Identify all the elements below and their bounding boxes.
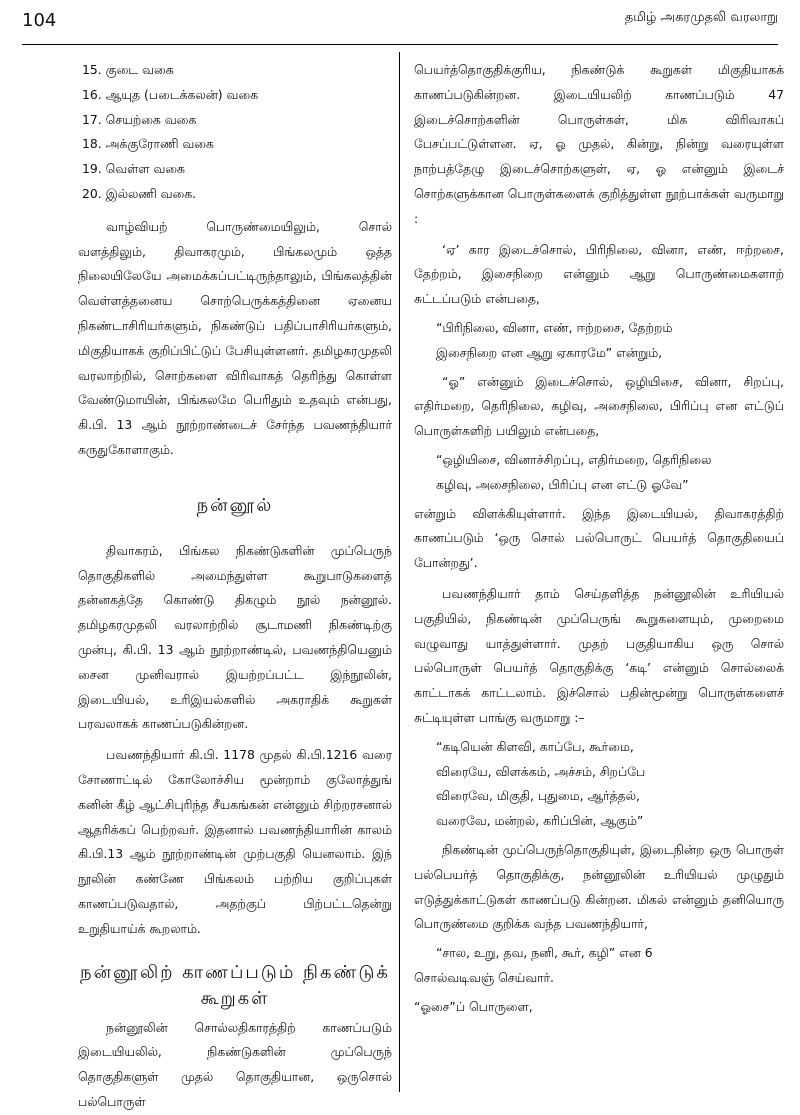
paragraph: திவாகரம், பிங்கல நிகண்டுகளின் முப்பெருந் தொகுதிகளில் அமைந்துள்ள கூறுபாடுகளைத் தன்னகத்தே கொண்டு திகழும் நூல் நன்னூல். தமிழகரமுதலி வரலாற்றில் சூடாமணி நிகண்டிற்கு முன்பு, கி.பி. 13 ஆம் நூற்றாண்டில், பவணந்தியெனும் சைன முனிவரால் இயற்றப்பட்ட இந்நூலின், இடையியல், உரிஇயல்களில் அகராதிக் கூறுகள் பரவலாகக் காணப்படுகின்றன. (78, 542, 392, 732)
right-column (414, 58, 784, 1019)
paragraph: “ஓசை”ப் பொருளை, (414, 998, 533, 1014)
list-item: 16. ஆயுத (படைக்கலன்) வகை (82, 86, 259, 102)
list-item: 18. அக்குரோணி வகை (82, 136, 214, 152)
section-heading-nannul: நன்னூல் (196, 494, 274, 516)
quote-line: “கடியென் கிளவி, காப்பே, கூர்மை, (436, 738, 634, 754)
running-title: தமிழ் அகரமுதலி வரலாறு (624, 10, 778, 25)
list-item: 19. வெள்ள வகை (82, 161, 185, 177)
paragraph: நிகண்டின் முப்பெருந்தொகுதியுள், இடைநின்ற ஒரு பொருள் பல்பெயர்த் தொகுதிக்கு, நன்னூலின் உரியியல் முழுதும் எடுத்துக்காட்டுகள் காணப்படு கின்றன. மிகல் என்னும் தனியொரு பொருண்மை குறிக்க வந்த பவணந்தியார், (414, 841, 784, 932)
paragraph: சொல்வடிவஞ் செய்வார். (414, 969, 554, 985)
section-heading-line-2: கூறுகள் (200, 987, 270, 1009)
paragraph: “ஓ” என்னும் இடைச்சொல், ஒழியிசை, வினா, சிறப்பு, எதிர்மறை, தெரிநிலை, கழிவு, அசைநிலை, பிரிப்பு என எட்டுப் பொருள்களிற் பயிலும் என்பதை, (414, 373, 784, 439)
quote-line: விரைவே, மிகுதி, புதுமை, ஆர்த்தல், (436, 788, 640, 804)
page-number: 104 (22, 10, 57, 31)
paragraph: பவணந்தியார் கி.பி. 1178 முதல் கி.பி.1216 வரை சோணாட்டில் கோலோச்சிய மூன்றாம் குலோத்துங் கனின் கீழ் ஆட்சிபுரிந்த சீயகங்கன் என்னும் சிற்றரசனால் ஆதரிக்கப் பெற்றவர். இதனால் பவணந்தியாரின் காலம் கி.பி.13 ஆம் நூற்றாண்டின் முற்பகுதி யெனலாம். இந் நூலின் கண்ணே பிங்கலம் பற்றிய குறிப்புகள் காணப்படுவதால், அதற்குப் பிற்பட்டதென்று உறுதியாய்க் கூறலாம். (78, 747, 392, 936)
quote-line: கழிவு, அசைநிலை, பிரிப்பு என எட்டு ஓவே” (436, 476, 689, 492)
left-column (78, 58, 392, 1115)
quote-line: வரைவே, மன்றல், கரிப்பின், ஆகும்” (436, 813, 644, 829)
list-item: 17. செயற்கை வகை (82, 111, 197, 127)
paragraph: என்றும் விளக்கியுள்ளார். இந்த இடையியல், திவாகரத்திற் காணப்படும் ‘ஒரு சொல் பல்பொருட் பெயர்த் தொகுதியைப் போன்றது’. (414, 505, 784, 571)
paragraph: பவணந்தியார் தாம் செய்தளித்த நன்னூலின் உரியியல் பகுதியில், நிகண்டின் முப்பெருங் கூறுகளையும், முறைமை வழுவாது யாத்துள்ளார். முதற் பகுதியாகிய ஒரு சொல் பல்பொருள் பெயர்த் தொகுதிக்கு ‘கடி’ என்னும் சொல்லைக் காட்டாகக் காட்டலாம். இச்சொல் பதின்மூன்று பொருள்களைச் சுட்டியுள்ள பாங்கு வருமாறு :– (414, 585, 784, 725)
category-list (78, 58, 392, 207)
column-divider (399, 52, 400, 1092)
paragraph: வாழ்வியற் பொருண்மையிலும், சொல் வளத்திலும், திவாகரமும், பிங்கலமும் ஒத்த நிலையிலேயே அமைக்கப்பட்டிருந்தாலும், பிங்கலத்தின் வெள்ளத்தனைய சொற்பெருக்கத்தினை ஏனைய நிகண்டாசிரியர்களும், நிகண்டுப் பதிப்பாசிரியர்களும், மிகுதியாகக் குறிப்பிட்டுப் பேசியுள்ளனர். தமிழகரமுதலி வரலாற்றில், சொற்களை விரிவாகத் தெரிந்து கொள்ள வேண்டுமாயின், பிங்கலமே பெரிதும் உதவும் என்பது, கி.பி. 13 ஆம் நூற்றாண்டைச் சேர்ந்த பவணந்தியார் கருதுகோளாகும். (78, 218, 392, 457)
quote-line: “சால, உறு, தவ, நனி, கூர், கழி” என 6 (436, 945, 653, 961)
quote-line: “பிரிநிலை, வினா, எண், ஈற்றசை, தேற்றம் (436, 319, 673, 335)
list-item: 15. குடை வகை (82, 62, 174, 77)
quote-line: இசைநிறை என ஆறு ஏகாரமே” என்றும், (436, 344, 663, 360)
paragraph: நன்னூலின் சொல்லதிகாரத்திற் காணப்படும் இடையியலில், நிகண்டுகளின் முப்பெருந் தொகுதிகளுள் முதல் தொகுதியான, ஒருசொல் பல்பொருள் (78, 1019, 392, 1109)
list-item: 20. இல்லணி வகை. (82, 185, 197, 201)
quote-line: விரையே, விளக்கம், அச்சம், சிறப்பே (436, 763, 646, 779)
quote-line: “ஒழியிசை, வினாச்சிறப்பு, எதிர்மறை, தெரிநிலை (436, 451, 712, 467)
paragraph: ‘ஏ’ கார இடைச்சொல், பிரிநிலை, வினா, எண், ஈற்றசை, தேற்றம், இசைநிறை என்னும் ஆறு பொருண்மைகளாற் சுட்டப்படும் என்பதை, (414, 241, 784, 307)
paragraph: பெயர்த்தொகுதிக்குரிய, நிகண்டுக் கூறுகள் மிகுதியாகக் காணப்படுகின்றன. இடையியலிற் காணப்படும் 47 இடைச்சொற்களின் பொருள்கள், மிக விரிவாகப் பேசப்பட்டுள்ளன. ஏ, ஓ முதல், கின்று, நின்று வரையுள்ள நாற்பத்தேழு இடைச்சொற்களுள், ஏ, ஓ என்னும் இடைச் சொற்களுக்கான பொருள்களைக் குறித்துள்ள நூற்பாக்கள் வருமாறு : (414, 62, 784, 226)
section-heading-line-1: நன்னூலிற் காணப்படும் நிகண்டுக் (80, 961, 390, 983)
header-rule (22, 44, 778, 45)
